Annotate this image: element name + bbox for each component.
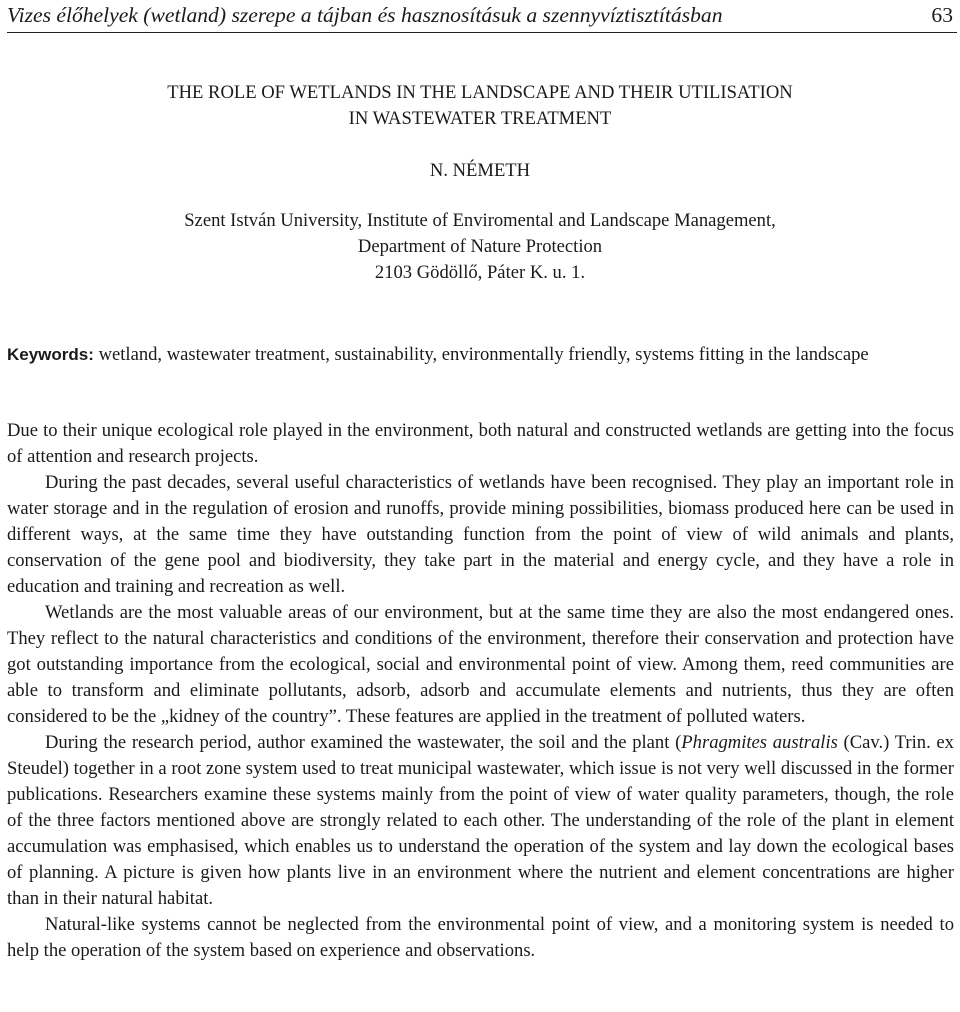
affiliation-line-1: Szent István University, Institute of Enviromental and Landscape Management, xyxy=(184,210,776,231)
paper-title-line-2: IN WASTEWATER TREATMENT xyxy=(348,108,612,129)
paper-title-line-1: THE ROLE OF WETLANDS IN THE LANDSCAPE AND THEIR UTILISATION xyxy=(167,82,793,103)
species-name: Phragmites australis xyxy=(681,732,838,753)
paragraph-1: Due to their unique ecological role played in the environment, both natural and constructed wetlands are getting into the focus of attention and research projects. xyxy=(7,420,954,467)
keywords-text: wetland, wastewater treatment, sustainability, environmentally friendly, systems fitting in the landscape xyxy=(98,344,869,365)
abstract-body xyxy=(7,418,954,964)
paragraph-4 xyxy=(7,730,954,912)
paragraph-2: During the past decades, several useful characteristics of wetlands have been recognised. They play an important role in water storage and in the regulation of erosion and runoffs, provide mining possibilities, biomass produced here can be used in different ways, at the same time they have outstanding function from the point of view of wild animals and plants, conservation of the gene pool and biodiversity, they take part in the material and energy cycle, and they have a role in education and training and recreation as well. xyxy=(7,472,954,597)
paragraph-5: Natural-like systems cannot be neglected from the environmental point of view, and a monitoring system is needed to help the operation of the system based on experience and observations. xyxy=(7,914,954,961)
affiliation-line-2: Department of Nature Protection xyxy=(357,236,603,257)
author-name: N. NÉMETH xyxy=(429,160,531,181)
keywords xyxy=(7,342,954,368)
paragraph-4-text-end: (Cav.) Trin. ex Steudel) together in a root zone system used to treat municipal wastewater, which issue is not very well discussed in the former publications. Researchers examine these systems mainly from the point of view of water quality parameters, though, the role of the three factors mentioned above are strongly related to each other. The understanding of the role of the plant in element accumulation was emphasised, which enables us to understand the operation of the system and lay down the ecological bases of planning. A picture is given how plants live in an environment where the nutrient and element concentrations are higher than in their natural habitat. xyxy=(7,732,954,909)
running-header xyxy=(7,2,957,33)
page-number: 63 xyxy=(931,3,953,27)
running-title: Vizes élőhelyek (wetland) szerepe a tájban és hasznosításuk a szennyvíztisztításban xyxy=(7,3,723,27)
affiliation xyxy=(0,208,960,286)
affiliation-line-3: 2103 Gödöllő, Páter K. u. 1. xyxy=(374,262,586,283)
paper-title xyxy=(0,80,960,132)
keywords-label: Keywords: xyxy=(7,345,94,364)
paragraph-4-text-start: During the research period, author examined the wastewater, the soil and the plant ( xyxy=(45,732,682,753)
paragraph-3: Wetlands are the most valuable areas of our environment, but at the same time they are also the most endangered ones. They reflect to the natural characteristics and conditions of the environment, therefore their conservation and protection have got outstanding importance from the ecological, social and environmental point of view. Among them, reed communities are able to transform and eliminate pollutants, adsorb, adsorb and accumulate elements and nutrients, thus they are often considered to be the „kidney of the country”. These features are applied in the treatment of polluted waters. xyxy=(7,602,954,727)
